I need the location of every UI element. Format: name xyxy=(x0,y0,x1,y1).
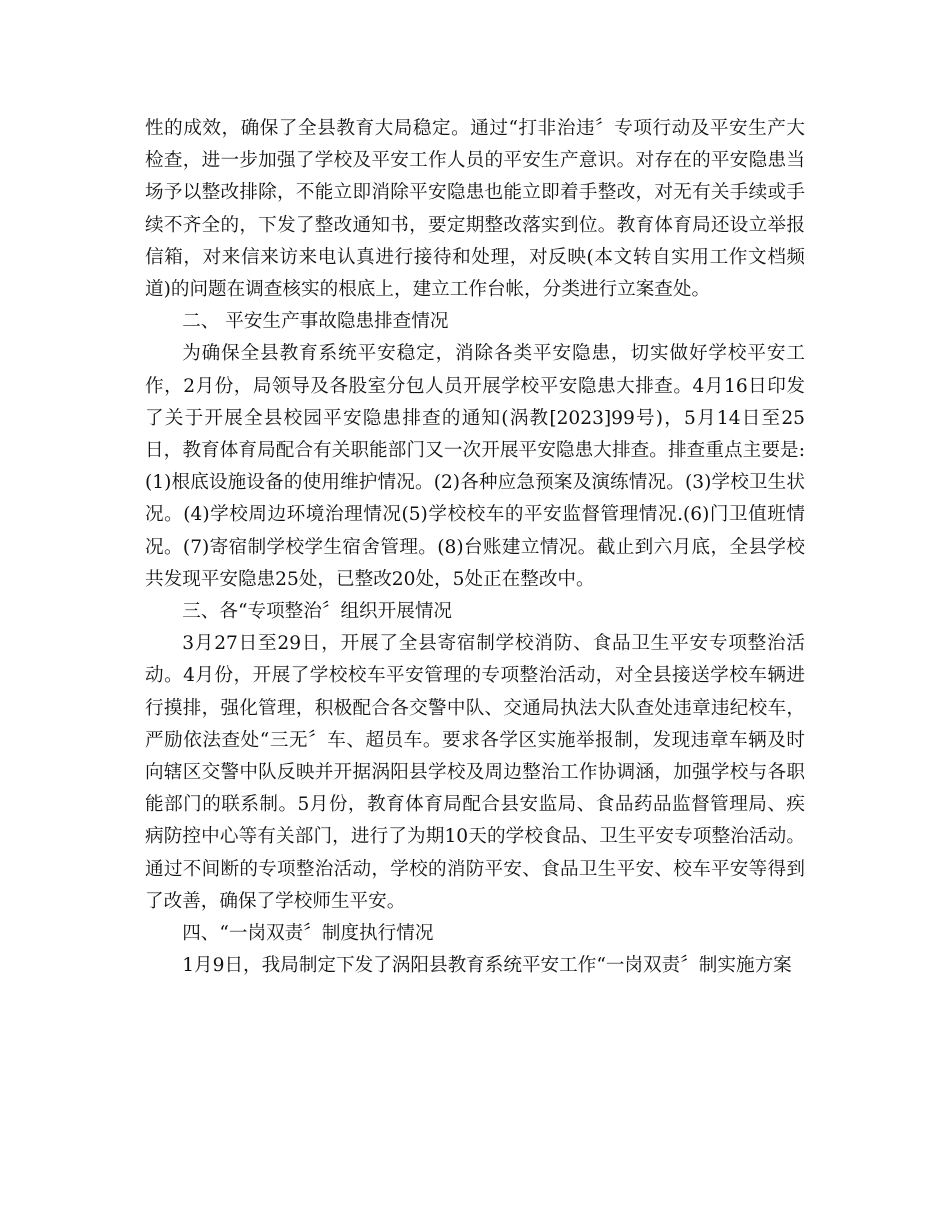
paragraph-special-rectification: 3月27日至29日，开展了全县寄宿制学校消防、食品卫生平安专项整治活动。4月份，开展了学校校车平安管理的专项整治活动，对全县接送学校车辆进行摸排，强化管理，积极配合各交警中队、交通局执法大队查处违章违纪校车，严励依法查处“三无〞车、超员车。要求各学区实施举报制，发现违章车辆及时向辖区交警中队反映并开据涡阳县学校及周边整治工作协调涵，加强学校与各职能部门的联系制。5月份，教育体育局配合县安监局、食品药品监督管理局、疾病防控中心等有关部门，进行了为期10天的学校食品、卫生平安专项整治活动。通过不间断的专项整治活动，学校的消防平安、食品卫生平安、校车平安等得到了改善，确保了学校师生平安。 xyxy=(145,633,805,912)
paragraph-hazard-inspection: 为确保全县教育系统平安稳定，消除各类平安隐患，切实做好学校平安工作，2月份，局领导及各股室分包人员开展学校平安隐患大排查。4月16日印发了关于开展全县校园平安隐患排查的通知(涡教[2023]99号)，5月14日至25日，教育体育局配合有关职能部门又一次开展平安隐患大排查。排查重点主要是:(1)根底设施设备的使用维护情况。(2)各种应急预案及演练情况。(3)学校卫生状况。(4)学校周边环境治理情况(5)学校校车的平安监督管理情况.(6)门卫值班情况。(7)寄宿制学校学生宿舍管理。(8)台账建立情况。截止到六月底，全县学校共发现平安隐患25处，已整改20处，5处正在整改中。 xyxy=(145,343,805,590)
section-heading-4: 四、“一岗双责〞制度执行情况 xyxy=(182,923,434,945)
section-heading-2: 二、 平安生产事故隐患排查情况 xyxy=(182,311,449,333)
section-heading-3: 三、各“专项整治〞组织开展情况 xyxy=(182,601,453,623)
document-page xyxy=(145,113,805,982)
paragraph-continuation: 性的成效，确保了全县教育大局稳定。通过“打非治违〞专项行动及平安生产大检查，进一步加强了学校及平安工作人员的平安生产意识。对存在的平安隐患当场予以整改排除，不能立即消除平安隐患也能立即着手整改，对无有关手续或手续不齐全的，下发了整改通知书，要定期整改落实到位。教育体育局还设立举报信箱，对来信来访来电认真进行接待和处理，对反映(本文转自实用工作文档频道)的问题在调查核实的根底上，建立工作台帐，分类进行立案查处。 xyxy=(145,118,805,301)
paragraph-dual-responsibility: 1月9日，我局制定下发了涡阳县教育系统平安工作“一岗双责〞制实施方案 xyxy=(182,955,792,977)
